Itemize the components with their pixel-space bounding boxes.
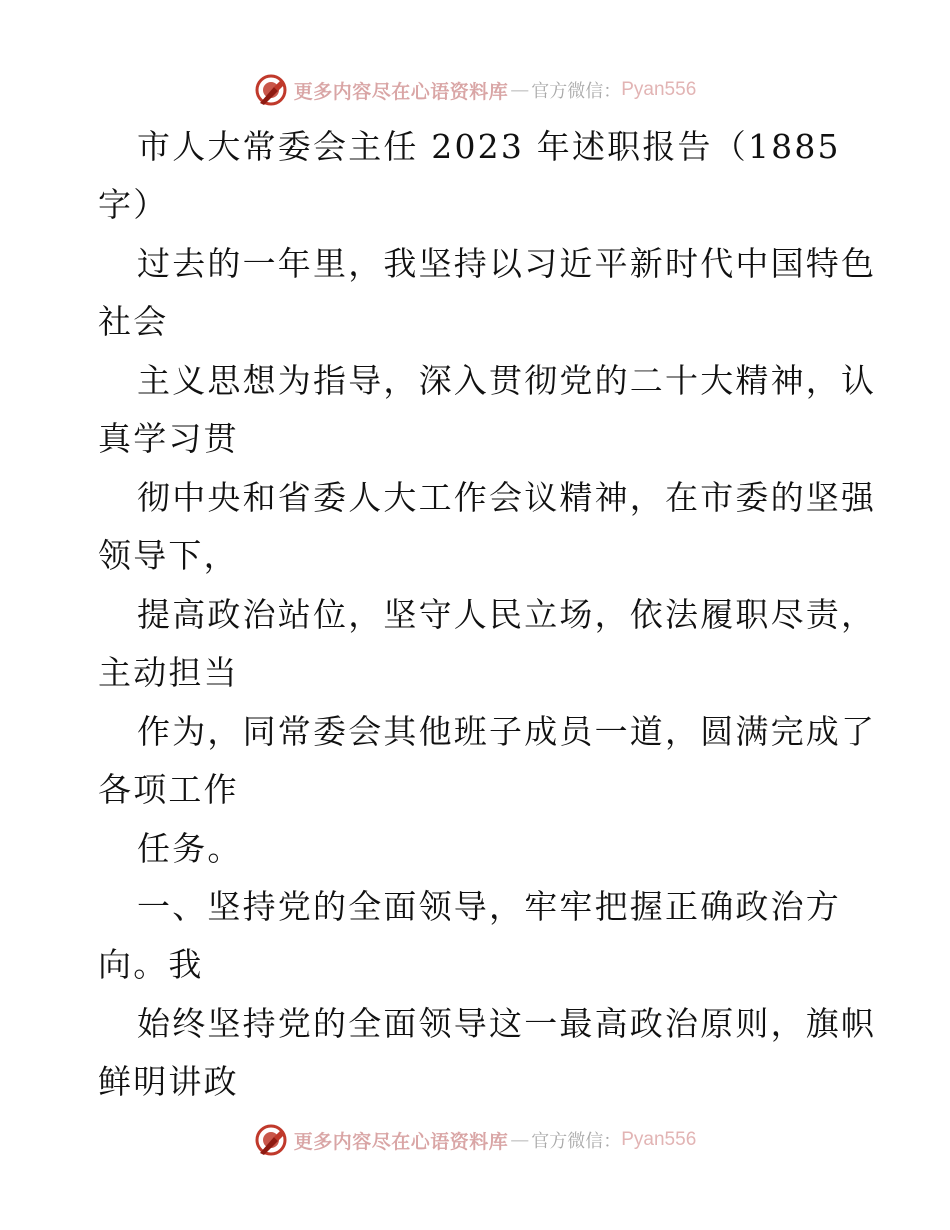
paragraph-line: 作为，同常委会其他班子成员一道，圆满完成了 <box>137 712 877 751</box>
paragraph-line: 领导下， <box>98 536 239 575</box>
paragraph-line: 社会 <box>98 302 169 341</box>
section-heading-line: 向。我 <box>98 945 204 984</box>
pen-logo-icon <box>254 73 288 107</box>
paragraph-line: 各项工作 <box>98 770 239 809</box>
paragraph-line: 过去的一年里，我坚持以习近平新时代中国特色 <box>137 244 877 283</box>
paragraph-line: 提高政治站位，坚守人民立场，依法履职尽责， <box>137 595 877 634</box>
paragraph-line: 主动担当 <box>98 653 239 692</box>
watermark-label: 官方微信： <box>531 1131 622 1152</box>
paragraph-line: 彻中央和省委人大工作会议精神，在市委的坚强 <box>137 478 877 517</box>
watermark-text: 更多内容尽在心语资料库 <box>293 1130 509 1153</box>
section-heading-line: 一、坚持党的全面领导，牢牢把握正确政治方 <box>137 887 841 926</box>
watermark-label: 官方微信： <box>531 81 622 102</box>
watermark-header <box>0 70 950 110</box>
paragraph-line: 鲜明讲政 <box>98 1062 239 1101</box>
watermark-text: 更多内容尽在心语资料库 <box>293 80 509 103</box>
watermark-dash: — <box>510 79 530 101</box>
title-line-2: 字） <box>98 185 169 224</box>
pen-logo-icon <box>254 1123 288 1157</box>
paragraph-line: 真学习贯 <box>98 419 239 458</box>
watermark-dash: — <box>510 1129 530 1151</box>
paragraph-line: 任务。 <box>137 829 243 868</box>
watermark-footer <box>0 1120 950 1160</box>
title-line-1: 市人大常委会主任 2023 年述职报告（1885 <box>137 127 841 166</box>
watermark-id: Pyan556 <box>621 79 697 100</box>
watermark-id: Pyan556 <box>621 1129 697 1150</box>
paragraph-line: 主义思想为指导，深入贯彻党的二十大精神，认 <box>137 361 877 400</box>
paragraph-line: 始终坚持党的全面领导这一最高政治原则，旗帜 <box>137 1004 877 1043</box>
